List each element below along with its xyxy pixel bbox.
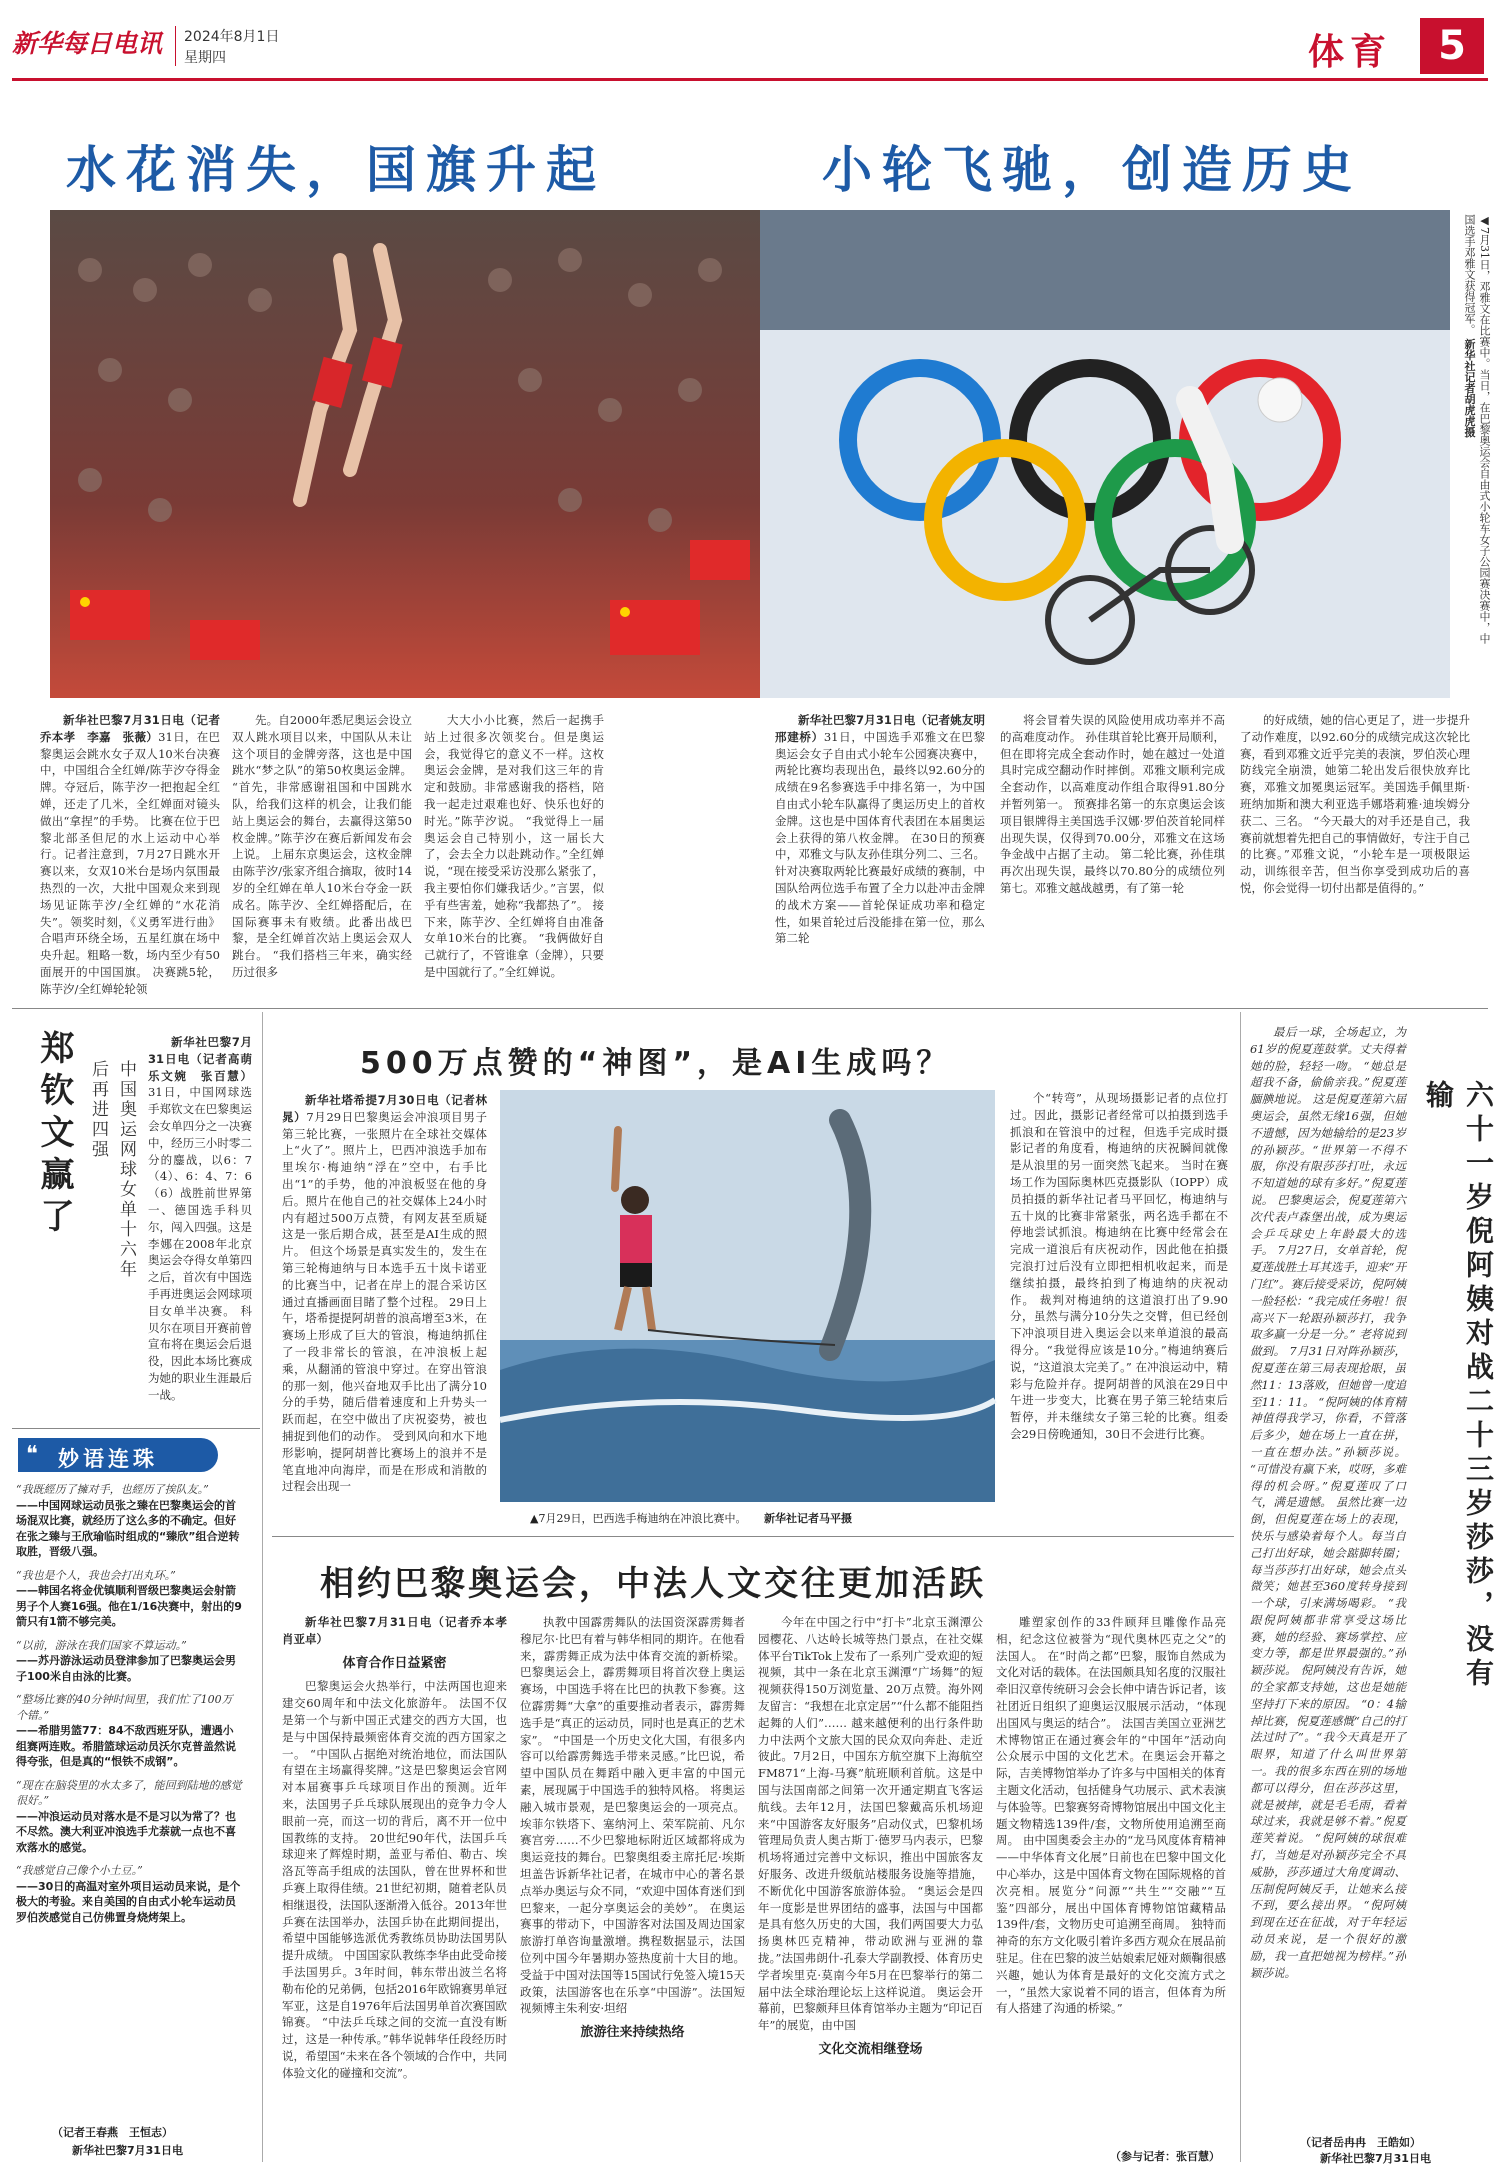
- diving-body-2: 先。自2000年悉尼奥运会设立双人跳水项目以来，中国队从未让这个项目的金牌旁落，这也是中国跳水“梦之队”的第50枚奥运金牌。 “首先，非常感谢祖国和中国跳水队，给我们这样的机会，让我们能站上奥运会的舞台，去赢得这第50枚金牌。”陈芋汐在赛后新闻发布会上说。 上届东京奥运会，这枚金牌由陈芋汐/张家齐组合摘取，彼时14岁的全红婵在单人10米台夺金一跃成名。陈芋汐、全红婵搭配后，在国际赛事未有败绩。此番出战巴黎，是全红婵首次站上奥运会双人跳台。 “我们搭档三年来，确实经历过很多: [232, 713, 412, 979]
- diving-article-col2: [232, 712, 412, 1002]
- bmx-lead: 新华社巴黎7月31日电（记者姚友明 邢建桥）: [775, 713, 997, 744]
- quote-text: “我也是个人，我也会打出丸环。”: [16, 1568, 176, 1582]
- ai-photo-illustration: [500, 1090, 995, 1502]
- quote-text: “我感觉自己像个小土豆。”: [16, 1864, 143, 1877]
- quote-item: [16, 1568, 242, 1630]
- masthead-date: 2024年8月1日: [184, 29, 280, 45]
- nixialian-byline: （记者岳冉冉 王皓如）: [1300, 2136, 1421, 2149]
- tennis-article: [148, 1034, 264, 1402]
- ai-body-1: 7月29日巴黎奥运会冲浪项目男子第三轮比赛，一张照片在全球社交媒体上“火了”。照片上，巴西冲浪选手加布里埃尔·梅迪纳“浮在”空中，右手比出“1”的手势，他的冲浪板竖在他的身后。照片在他自己的社交媒体上24小时内有超过500万点赞，有网友甚至质疑这是一张后期合成，甚至是AI生成的照片。 但这个场景是真实发生的，发生在第三轮梅迪纳与日本选手五十岚卡诺亚的比赛当中，记者在岸上的混合采访区通过直播画面目睹了整个过程。 29日上午，塔希提提阿胡普的浪高增至3米，在赛场上形成了巨大的管浪，梅迪纳抓住了一段非常长的管浪，在冲浪板上起乘，从翻涌的管浪中穿过。在穿出管浪的那一刻，他兴奋地双手比出了满分10分的手势，随后借着速度和上升势头一跃而起，在空中做出了庆祝姿势，被也捕捉到他们的动作。 受到风向和水下地形影响，提阿胡普比赛场上的浪并不是笔直地冲向海岸，而是在形成和消散的过程会出现一: [282, 1109, 488, 1494]
- culture-headline: 相约巴黎奥运会，中法人文交往更加活跃: [320, 1564, 986, 1604]
- culture-subhead-tourism: 旅游往来持续热络: [580, 2025, 685, 2041]
- ai-photo: [500, 1090, 995, 1502]
- quote-source: ——韩国名将金优镇顺利晋级巴黎奥运会射箭男子个人赛16强。他在1/16决赛中，射出的9箭只有1箭不够完美。: [16, 1584, 242, 1628]
- nixialian-headline-text: 六十一岁倪阿姨对战二十三岁莎莎，没有输: [1422, 1080, 1495, 1692]
- quote-icon: ❝: [26, 1442, 38, 1467]
- quote-text: “我既經历了擁对手，也經历了挨队友。”: [16, 1483, 209, 1496]
- ai-article-col2: [1010, 1090, 1228, 1530]
- divider-top: [12, 1008, 1488, 1009]
- bmx-article-col3: [1240, 712, 1470, 1002]
- sidebar-dateline: 新华社巴黎7月31日电: [72, 2144, 183, 2157]
- bmx-photo-illustration: [760, 210, 1450, 698]
- bmx-caption-text: ◀7月31日，邓雅文在比赛中。当日，在巴黎奥运会自由式小轮车女子公园赛决赛中，中国选手邓雅文获得冠军。: [1463, 214, 1491, 644]
- bmx-photo: [760, 210, 1450, 698]
- page-number-text: 5: [1438, 23, 1466, 69]
- diving-article-col1: [40, 712, 220, 1002]
- quotes-sidebar-title-text: 妙语连珠: [58, 1447, 158, 1471]
- bmx-article-col1: [775, 712, 997, 1002]
- quotes-sidebar-title: [18, 1438, 218, 1472]
- quote-source: ——苏丹游泳运动员登津参加了巴黎奥运会男子100米自由泳的比赛。: [16, 1654, 236, 1683]
- culture-byline: （参与记者：张百慧）: [1110, 2150, 1220, 2163]
- ai-caption-text: ▲7月29日，巴西选手梅迪纳在冲浪比赛中。: [530, 1512, 747, 1525]
- divider-sidebar: [262, 1012, 263, 2162]
- tennis-headline-text: 郑钦文赢了: [34, 1030, 74, 1240]
- masthead: [0, 0, 1500, 80]
- quote-item: [16, 1692, 242, 1770]
- ai-photo-caption: [530, 1510, 990, 1526]
- bmx-photo-credit: 新华社记者胡虎虎摄: [1463, 338, 1476, 438]
- nixialian-headline: [1418, 1080, 1498, 1700]
- tennis-subhead-text: 中国奥运网球女单十六年后再进四强: [88, 1060, 136, 1280]
- quote-text: “以前，游泳在我们国家不算运动。”: [16, 1638, 187, 1652]
- nixialian-dateline: 新华社巴黎7月31日电: [1320, 2152, 1431, 2165]
- quote-text: “现在在脑袋里的水太多了，能回到陆地的感觉很好。”: [16, 1778, 242, 1807]
- divider-middle: [272, 1536, 1234, 1537]
- culture-article-col1: [282, 1614, 519, 2160]
- culture-lead: 新华社巴黎7月31日电（记者乔本孝 肖亚卓）: [282, 1615, 519, 1646]
- quote-text: “整场比赛的40分钟时间里，我们忙了100万个错。”: [16, 1693, 233, 1722]
- diving-body-3: 大大小小比赛，然后一起携手站上过很多次领奖台。但是奥运会，我觉得它的意义不一样。这枚奥运会金牌，是对我们这三年的肯定和鼓励。非常感谢我的搭档，陪我一起走过艰难也好、快乐也好的时光。”陈芋汐说。 “我觉得上一届奥运会自己特别小，这一届长大了，会去全力以赴跳动作。”全红婵说，“现在接受采访没那么紧张了，我主要怕你们嫌我话少。”言罢，似乎有些害羞，她称“我都热了”。 接下来，陈芋汐、全红婵将自由准备女单10米台的比赛。 “我俩做好自己就行了，不管谁拿（金牌），只要是中国就行了。”全红婵说。: [424, 713, 604, 979]
- masthead-logo: 新华每日电讯: [12, 29, 163, 58]
- tennis-subhead: [80, 1060, 140, 1290]
- sidebar-byline: （记者王春燕 王恒志）: [52, 2126, 173, 2139]
- quote-source: ——冲浪运动员对落水是不是习以为常了？也不尽然。澳大利亚冲浪选手尤萘就一点也不喜欢落水的感觉。: [16, 1809, 236, 1854]
- ai-lead: 新华社塔希提7月30日电（记者林晁）: [282, 1093, 487, 1124]
- quote-source: ——中国网球运动员张之臻在巴黎奥运会的首场混双比赛，就经历了这么多的不确定。但好在张之臻与王欣瑜临时组成的“臻欣”组合逆转取胜，晋级八强。: [16, 1498, 240, 1558]
- quote-item: [16, 1778, 242, 1856]
- bmx-body-2: 将会冒着失误的风险使用成功率并不高的高难度动作。 孙佳琪首轮比赛开局顺利，但在即将完成全套动作时，她在越过一处道具时完成空翻动作时摔倒。邓雅文顺利完成全套动作，以高难度动作组合取得91.80分并暂列第一。 预赛排名第一的东京奥运会该项目银牌得主美国选手汉娜·罗伯茨首轮同样出现失误，仅得到70.00分，邓雅文在这场争金战中占据了主动。 第二轮比赛，孙佳琪再次出现失误，最终以70.80分的成绩位列第七。邓雅文越战越勇，有了第一轮: [1000, 713, 1225, 895]
- culture-body-4: 雕塑家创作的33件顾拜旦雕像作品亮相，纪念这位被誉为“现代奥林匹克之父”的法国人。 在“时尚之都”巴黎，服饰自然成为文化对话的载体。在法国颇具知名度的汉服社牵旧汉章传统研习会会长伸中请告诉记者，该社团近日组织了迎奥运汉服展示活动，“体现出国风与奥运的结合”。 法国吉美国立亚洲艺术博物馆正在通过赛会年的“中国年”活动向公众展示中国的文化艺术。在奥运会开幕之际，吉美博物馆举办了许多与中国相关的体育主题文化活动，包括健身气功展示、武术表演与体验等。巴黎赛努奇博物馆展出中国文化主题文物精选139件/套，文物所使用追溯至商周。 由中国奥委会主办的“龙马风度体育精神——中华体育文化展”日前也在巴黎中国文化中心举办，这是中国体育文物在国际规格的首次亮相。展览分“问源”“共生”“交融”“互鉴”四部分，展出中国体育博物馆馆藏精品139件/套，文物历史可追溯至商周。 独特而神奇的东方文化吸引着许多西方观众在展品前驻足。住在巴黎的波兰姑娘索尼娅对颇鞠很感兴趣，她认为体育是最好的文化交流方式之一，“虽然大家说着不同的语言，但体育为所有人搭建了沟通的桥梁。”: [996, 1615, 1226, 2016]
- bmx-headline: 小轮飞驰，创造历史: [822, 141, 1362, 199]
- culture-article-col4: [996, 1614, 1226, 2144]
- quote-item: [16, 1482, 242, 1560]
- quotes-list: [16, 1482, 242, 2122]
- ai-headline: 500万点赞的“神图”，是AI生成吗？: [360, 1046, 952, 1081]
- bmx-article-col2: [1000, 712, 1225, 1002]
- bmx-photo-caption: [1450, 214, 1492, 644]
- quote-item: [16, 1863, 242, 1925]
- bmx-body-1: 31日，中国选手邓雅文在巴黎奥运会女子自由式小轮车公园赛决赛中，两轮比赛均表现出色，最终以92.60分的成绩在9名参赛选手中排名第一，为中国自由式小轮车队赢得了奥运历史上的首枚金牌。这也是中国体育代表团在本届奥运会上获得的第八枚金牌。 在30日的预赛中，邓雅文与队友孙佳琪分列二、三名。针对决赛取两轮比赛最好成绩的赛制，中国队给两位选手布置了全力以赴冲击金牌的战术方案——首轮保证成功率和稳定性，如果首轮过后没能排在第一位，那么第二轮: [775, 729, 985, 946]
- page-number: [1420, 18, 1484, 74]
- divider-tennis: [12, 1428, 260, 1429]
- quote-item: [16, 1638, 242, 1685]
- culture-body-3: 今年在中国之行中“打卡”北京玉渊潭公园樱花、八达岭长城等热门景点，在社交媒体平台TikTok上发布了一系列广受欢迎的短视频，其中一条在北京玉渊潭“广场舞”的短视频获得150万浏览量、20万点赞。海外网友留言：“我想在北京定居”“什么都不能阻挡起舞的人们”…… 越来越便利的出行条件助力中法两个文旅大国的民众双向奔赴、走近彼此。7月2日，中国东方航空旗下上海航空FM871“上海-马赛”航班顺利首航。这是中国与法国南部之间第一次开通定期直飞客运航线。去年12月，法国巴黎戴高乐机场迎来“中国游客友好服务”启动仪式，巴黎机场管理局负责人奥古斯丁·德罗马内表示，巴黎机场将通过完善中文标识，推出中国旅客友好服务、改进升级航站楼服务设施等措施，不断优化中国游客旅游体验。 “奥运会是四年一度影是世界团结的盛事，法国与中国都是具有悠久历史的大国，我们两国要大力弘扬奥林匹克精神，带动欧洲与亚洲的靠拢。”法国弗朗什-孔泰大学副教授、体育历史学者埃里克·莫南今年5月在巴黎举行的第二届中法全球治理论坛上这样说道。 奥运会开幕前，巴黎颇拜旦体育馆举办主题为“印记百年”的展览，由中国: [758, 1615, 983, 2033]
- divider-ai-right: [1240, 1012, 1241, 2162]
- diving-body-1: 31日，在巴黎奥运会跳水女子双人10米台决赛中，中国组合全红婵/陈芋汐夺得金牌。夺冠后，陈芋汐一把抱起全红婵，还走了几米，全红婵面对镜头做出“拿捏”的手势。 比赛在位于巴黎北部圣但尼的水上运动中心举行。记者注意到，7月27日跳水开赛以来，女双10米台是场内氛围最热烈的一次，大批中国观众来到现场见证陈芋汐/全红婵的“水花消失”。领奖时刻，《义勇军进行曲》合唱声环绕全场，五星红旗在场中央升起。粗略一数，场内至少有50面展开的中国国旗。 决赛跳5轮，陈芋汐/全红婵轮轮领: [40, 729, 221, 996]
- diving-article-col3: [424, 712, 604, 1002]
- diving-lead: 新华社巴黎7月31日电（记者乔本孝 李嘉 张薇）: [40, 713, 220, 744]
- culture-body-2: 执教中国霹雳舞队的法国资深霹雳舞者穆尼尔·比巴有着与韩华相同的期许。在他看来，霹雳舞正成为法中体育交流的新桥梁。 巴黎奥运会上，霹雳舞项目将首次登上奥运赛场，中国选手将在比巴的执教下参赛。这位霹雳舞“大拿”的重要推动者表示，霹雳舞选手是“真正的运动员，同时也是真正的艺术家”。 “中国是一个历史文化大国，有很多内容可以给霹雳舞选手带来灵感。”比巴说，希望中国队员在舞蹈中融入更丰富的中国元素，展现属于中国选手的独特风格。 将奥运融入城市景观，是巴黎奥运会的一项亮点。埃菲尔铁塔下、塞纳河上、荣军院前、凡尔赛宫旁……不少巴黎地标附近区域都将成为奥运竞技的舞台。巴黎奥组委主席托尼·埃斯坦盖告诉新华社记者，在城市中心的著名景点举办奥运与众不同，“欢迎中国体育迷们到巴黎来，一起分享奥运会的美妙”。 在奥运赛事的带动下，中国游客对法国及周边国家旅游打单咨询量激增。携程数据显示，法国位列中国今年暑期办签热度前十大目的地。 受益于中国对法国等15国试行免签入境15天政策，法国游客也在乐享“中国游”。法国短视频博主朱利安·坦绍: [520, 1615, 745, 2016]
- ai-article-col1: [282, 1092, 487, 1532]
- nixialian-body: 最后一球，全场起立，为61岁的倪夏莲鼓掌。丈夫得着她的脸，轻轻一吻。 “她总是超我不备，偷偷亲我。”倪夏莲腼腆地说。 这是倪夏莲第六届奥运会，虽然无缘16强，但她不遗憾，因为她输给的是23岁的孙颖莎。“世界第一不得不服，你没有限莎莎打吐，永远不知道她的球有多好。”倪夏莲说。 巴黎奥运会，倪夏莲第六次代表卢森堡出战，成为奥运会乒乓球史上年龄最大的选手。 7月27日，女单首轮，倪夏莲战胜土耳其选手，迎来“开门红”。赛后接受采访，倪阿姨一脸轻松：“我完成任务啦！很高兴下一轮跟孙颖莎打，我争取多赢一分是一分。” 老将说到做到。 7月31日对阵孙颖莎，倪夏莲在第三局表现抢眼，虽然11：13落败，但她曾一度追至11：11。 “倪阿姨的体育精神值得我学习，你看，不管落后多少，她在场上一直在拼，一直在想办法。”孙颖莎说。 “可惜没有赢下来，哎呀，多难得的机会呀。”倪夏莲叹了口气，满是遗憾。 虽然比赛一边倒，但倪夏莲在场上的表现，快乐与感染着每个人。每当自己打出好球，她会踮脚转圈；每当莎莎打出好球，她会点头微笑；她甚至360度转身接到一个球，引来满场喝彩。 “我跟倪阿姨都非常享受这场比赛，她的经验、赛场掌控、应变力等，都是世界最强的。”孙颖莎说。 倪阿姨没有告诉，她的全家都支持她，这也是她能坚持打下来的原因。 “0：4输掉比赛，倪夏莲感慨“自己的打法过时了”。“我今天真是开了眼界，知道了什么叫世界第一。我的很多东西在别的场地都可以得分，但在莎莎这里，就是被摔，就是毛毛雨，看着球过来，我就是够不着。”倪夏莲笑着说。 “倪阿姨的球很难打，当她是对孙颖莎完全不具威胁，莎莎通过大角度调动、压制倪阿姨反手，让她来么接不到，要么接出界。 “倪阿姨到现在还在征战，对于年轻运动员来说，是一个很好的激励，我一直把她视为榜样。”孙颖莎说。: [1250, 1025, 1406, 1980]
- quote-source: ——30日的高温对室外项目运动员来说，是个极大的考验。来自美国的自由式小轮车运动员罗伯茨感觉自己仿佛置身烧烤架上。: [16, 1879, 241, 1924]
- quotes-sidebar: [12, 1434, 260, 2164]
- masthead-rule: [12, 78, 1488, 81]
- section-name: 体育: [1308, 32, 1393, 73]
- diving-photo-illustration: [50, 210, 765, 698]
- tennis-lead: 新华社巴黎7月31日电（记者高萌 乐文婉 张百慧）: [148, 1035, 264, 1083]
- ai-photo-credit: 新华社记者马平摄: [763, 1512, 852, 1525]
- diving-headline: 水花消失，国旗升起: [66, 141, 606, 199]
- culture-subhead-culture: 文化交流相继登场: [818, 2041, 923, 2057]
- culture-subhead-sports: 体育合作日益紧密: [342, 1655, 447, 1671]
- tennis-body: 31日，中国网球选手郑钦文在巴黎奥运会女单四分之一决赛中，经历三小时零二分的鏖战，以6：7（4）、6：4、7：6（6）战胜前世界第一、德国选手科贝尔，闯入四强。这是李娜在2008年北京奥运会夺得女单第四之后，首次有中国选手再进奥运会网球项目女单半决赛。 科贝尔在项目开赛前曾宣布将在奥运会后退役，因此本场比赛成为她的职业生涯最后一战。: [148, 1085, 252, 1402]
- masthead-weekday: 星期四: [184, 50, 226, 66]
- bmx-body-3: 的好成绩，她的信心更足了，进一步提升了动作难度，以92.60分的成绩完成这次轮比赛，看到邓雅文近乎完美的表演，罗伯茨心理防线完全崩溃，她第二轮出发后很快放弃比赛，邓雅文加冕奥运冠军。美国选手佩里斯·班纳加斯和澳大利亚选手娜塔莉雅·迪埃姆分获二、三名。 “今天最大的对手还是自己，我赛前就想着先把自己的事情做好，专注于自己的比赛。”邓雅文说，“小轮车是一项极限运动，训练很辛苦，但当你享受到成功后的喜悦，你会觉得一切付出都是值得的。”: [1240, 713, 1470, 895]
- nixialian-article: [1250, 1024, 1406, 2132]
- quote-source: ——希腊男篮77：84不敌西班牙队，遭遇小组赛两连败。希腊篮球运动员沃尔克普盖然说得夸张，但是真的“恨铁不成钢”。: [16, 1724, 236, 1768]
- culture-body-1: 巴黎奥运会火热举行，中法两国也迎来建交60周年和中法文化旅游年。 法国不仅是第一个与新中国正式建交的西方大国，也是与中国保持最频密体育交流的西方国家之一。 “中国队占据绝对统治地位，而法国队有望在主场赢得奖牌。”这是巴黎奥运会官网对本届赛事乒乓球项目作出的预测。近年来，法国男子乒乓球队展现出的竞争力令人眼前一亮，而这一切的背后，离不开一位中国教练的支持。 20世纪90年代，法国乒乓球迎来了辉煌时期，盖亚与希伯、勒古、埃洛瓦等高手组成的法国队，曾在世界杯和世乒赛上取得佳绩。21世纪初期，随着老队员相继退役，法国队逐渐滑入低谷。2013年世乒赛在法国举办，法国乒协在此期间提出，希望中国能够选派优秀教练员协助法国男队提升成绩。 中国国家队教练李华由此受命接手法国男乒。3年时间，韩东带出波兰名将勒布伦的兄弟俩，包括2016年欧锦赛男单冠军亚，这是自1976年后法国男单首次赛国欧锦赛。 “中法乒乓球之间的交流一直没有断过，这是一种传承。”韩华说韩华任段经历时说，希望国“未来在各个领域的合作中，共同体验文化的碰撞和交流”。: [282, 1679, 507, 2080]
- culture-article-col2: [520, 1614, 745, 2160]
- culture-article-col3: [758, 1614, 983, 2160]
- ai-body-2: 个“转弯”，从现场摄影记者的点位打过。因此，摄影记者经常可以拍摄到选手抓浪和在管浪中的过程，但选手完成时摄影记者的角度看，梅迪纳的庆祝瞬间就像是从浪里的另一面突然飞起来。 当时在赛场工作为国际奥林匹克摄影队（IOPP）成员拍摄的新华社记者马平回忆，梅迪纳与五十岚的比赛非常紧张，两名选手都在不停地尝试抓浪。梅迪纳在比赛中经常会在完成一道浪后有庆祝动作，因此他在拍摄完浪打过后没有立即把相机收起来，而是继续拍摄，最终拍到了梅迪纳的庆祝动作。 裁判对梅迪纳的这道浪打出了9.90分，虽然与满分10分失之交臂，但已经创下冲浪项目进入奥运会以来单道浪的最高得分。“我觉得应该是10分。”梅迪纳赛后说，“这道浪太完美了。” 在冲浪运动中，精彩与危险并存。提阿胡普的风浪在29日中午进一步变大，比赛在男子第三轮结束后暂停，并未继续女子第三轮的比赛。组委会29日傍晚通知，30日不会进行比赛。: [1010, 1091, 1228, 1441]
- diving-photo: [50, 210, 765, 698]
- tennis-headline: [30, 1030, 79, 1280]
